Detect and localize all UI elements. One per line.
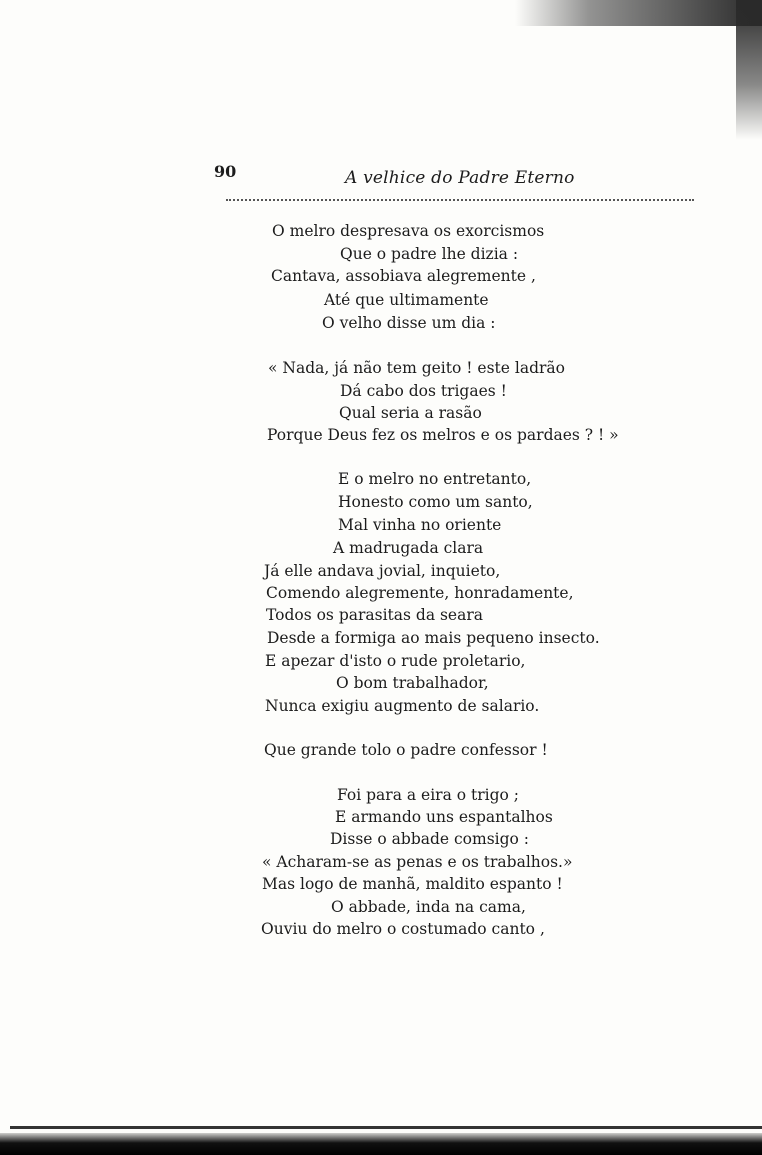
poem-line: O abbade, inda na cama, (331, 898, 526, 916)
poem-line: Porque Deus fez os melros e os pardaes ? ! » (267, 426, 619, 444)
page-header (214, 160, 694, 190)
header-rule (226, 199, 694, 201)
poem-line: O melro despresava os exorcismos (272, 222, 545, 240)
poem-line: E o melro no entretanto, (338, 470, 532, 488)
poem-line: Honesto como um santo, (338, 493, 533, 511)
poem-line: Qual seria a rasão (339, 404, 482, 422)
poem-line: E apezar d'isto o rude proletario, (265, 652, 526, 670)
poem-line: Já elle andava jovial, inquieto, (264, 562, 501, 580)
poem-line: Dá cabo dos trigaes ! (340, 382, 507, 400)
scan-edge-right (736, 0, 762, 140)
poem-line: O bom trabalhador, (336, 674, 489, 692)
scan-edge-top (515, 0, 762, 26)
poem-line: Nunca exigiu augmento de salario. (265, 697, 540, 715)
poem-line: Cantava, assobiava alegremente , (271, 267, 536, 285)
poem-line: Foi para a eira o trigo ; (337, 786, 519, 804)
poem-line: Disse o abbade comsigo : (330, 830, 530, 848)
poem-line: Todos os parasitas da seara (266, 606, 483, 624)
poem-line: Mal vinha no oriente (338, 516, 502, 534)
scan-edge-bottom (0, 1133, 762, 1155)
poem-line: Mas logo de manhã, maldito espanto ! (262, 875, 563, 893)
page-number: 90 (214, 162, 237, 181)
running-title: A velhice do Padre Eterno (345, 168, 575, 188)
poem-line: O velho disse um dia : (322, 314, 496, 332)
poem-line: « Acharam-se as penas e os trabalhos.» (262, 853, 573, 871)
poem-line: Que o padre lhe dizia : (340, 245, 519, 263)
poem-line: Ouviu do melro o costumado canto , (261, 920, 545, 938)
poem-line: Desde a formiga ao mais pequeno insecto. (267, 629, 600, 647)
poem-line: A madrugada clara (333, 539, 484, 557)
poem-line: E armando uns espantalhos (335, 808, 553, 826)
scan-edge-line (10, 1126, 762, 1129)
poem-line: « Nada, já não tem geito ! este ladrão (268, 359, 565, 377)
poem-line: Comendo alegremente, honradamente, (266, 584, 574, 602)
poem-line: Que grande tolo o padre confessor ! (264, 741, 548, 759)
poem-line: Até que ultimamente (324, 291, 489, 309)
